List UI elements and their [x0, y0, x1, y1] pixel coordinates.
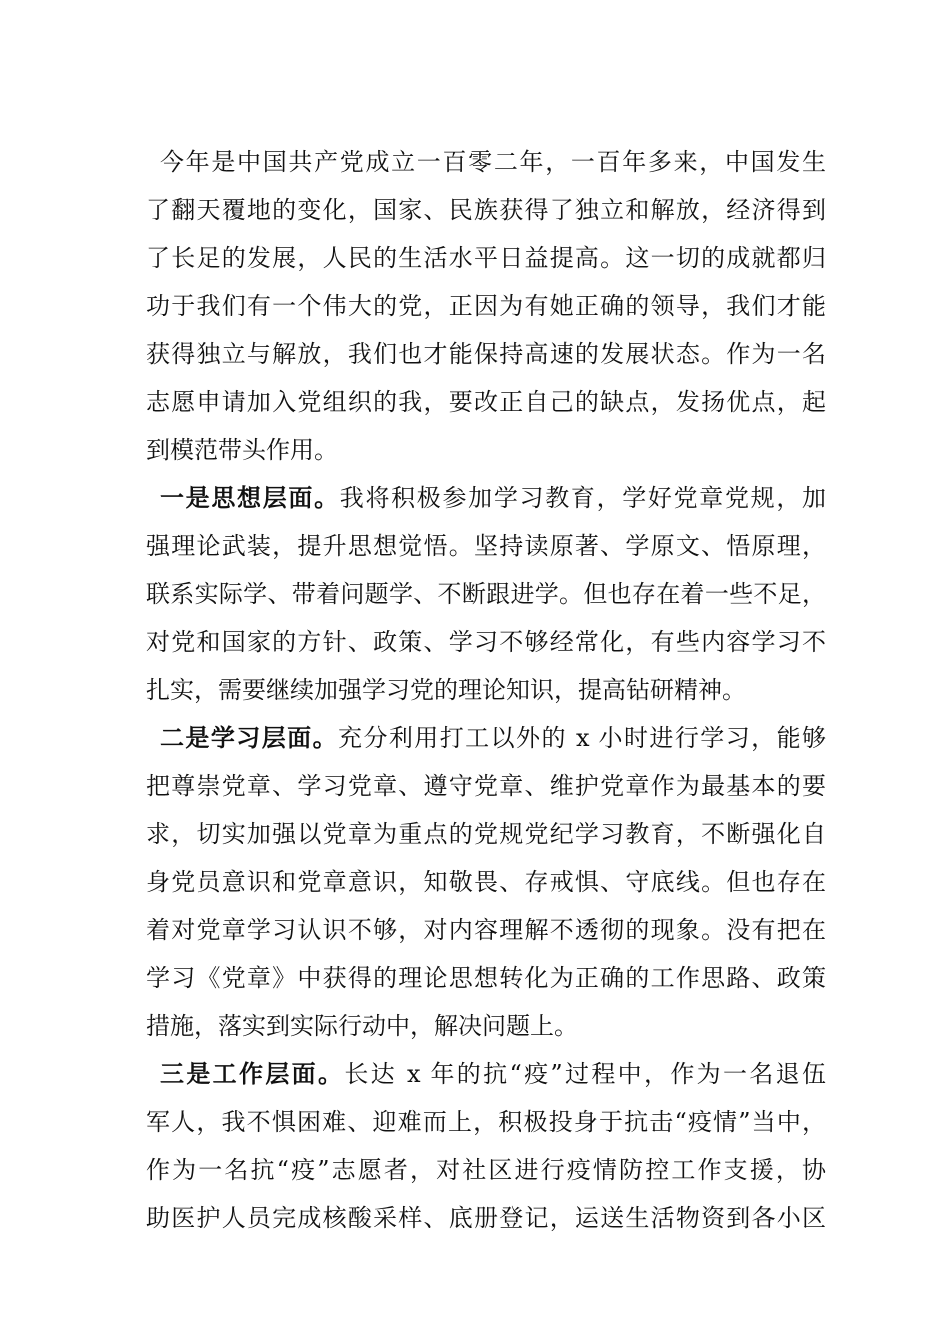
text-line: 今年是中国共产党成立一百零二年，一百年多来，中国发生	[160, 148, 826, 176]
text-line: 联系实际学、带着问题学、不断跟进学。但也存在着一些不足，	[146, 580, 826, 608]
text-line: 措施，落实到实际行动中，解决问题上。	[146, 1012, 578, 1040]
text-line: 了长足的发展，人民的生活水平日益提高。这一切的成就都归	[146, 244, 826, 272]
text-line: 到模范带头作用。	[146, 436, 338, 464]
text-line: 扎实，需要继续加强学习党的理论知识，提高钻研精神。	[146, 676, 746, 704]
text-line: 对党和国家的方针、政策、学习不够经常化，有些内容学习不	[146, 628, 826, 656]
text-line-body: 我将积极参加学习教育，学好党章党规，加	[339, 484, 826, 512]
text-line: 把尊崇党章、学习党章、遵守党章、维护党章作为最基本的要	[146, 772, 826, 800]
text-line: 获得独立与解放，我们也才能保持高速的发展状态。作为一名	[146, 340, 826, 368]
text-line	[146, 714, 826, 762]
text-line: 功于我们有一个伟大的党，正因为有她正确的领导，我们才能	[146, 292, 826, 320]
paragraph-study	[146, 714, 826, 1050]
document-page	[146, 138, 826, 1242]
text-line: 志愿申请加入党组织的我，要改正自己的缺点，发扬优点，起	[146, 388, 826, 416]
paragraph-heading: 三是工作层面。	[160, 1059, 345, 1088]
text-line: 着对党章学习认识不够，对内容理解不透彻的现象。没有把在	[146, 916, 826, 944]
text-line-body: 充分利用打工以外的 x 小时进行学习，能够	[338, 724, 826, 752]
text-line	[146, 1050, 826, 1098]
text-line: 了翻天覆地的变化，国家、民族获得了独立和解放，经济得到	[146, 196, 826, 224]
text-line: 求，切实加强以党章为重点的党规党纪学习教育，不断强化自	[146, 820, 826, 848]
text-line: 军人，我不惧困难、迎难而上，积极投身于抗击“疫情”当中，	[146, 1108, 826, 1136]
text-line	[146, 474, 826, 522]
text-line: 作为一名抗“疫”志愿者，对社区进行疫情防控工作支援，协	[146, 1156, 826, 1184]
paragraph-intro	[146, 138, 826, 474]
text-line: 助医护人员完成核酸采样、底册登记，运送生活物资到各小区	[146, 1204, 826, 1232]
paragraph-work	[146, 1050, 826, 1242]
text-line: 强理论武装，提升思想觉悟。坚持读原著、学原文、悟原理，	[146, 532, 826, 560]
text-line: 身党员意识和党章意识，知敬畏、存戒惧、守底线。但也存在	[146, 868, 826, 896]
text-line: 学习《党章》中获得的理论思想转化为正确的工作思路、政策	[146, 964, 826, 992]
text-line-body: 长达 x 年的抗“疫”过程中，作为一名退伍	[344, 1060, 826, 1088]
paragraph-thought	[146, 474, 826, 714]
paragraph-heading: 一是思想层面。	[160, 483, 340, 512]
paragraph-heading: 二是学习层面。	[160, 723, 339, 752]
